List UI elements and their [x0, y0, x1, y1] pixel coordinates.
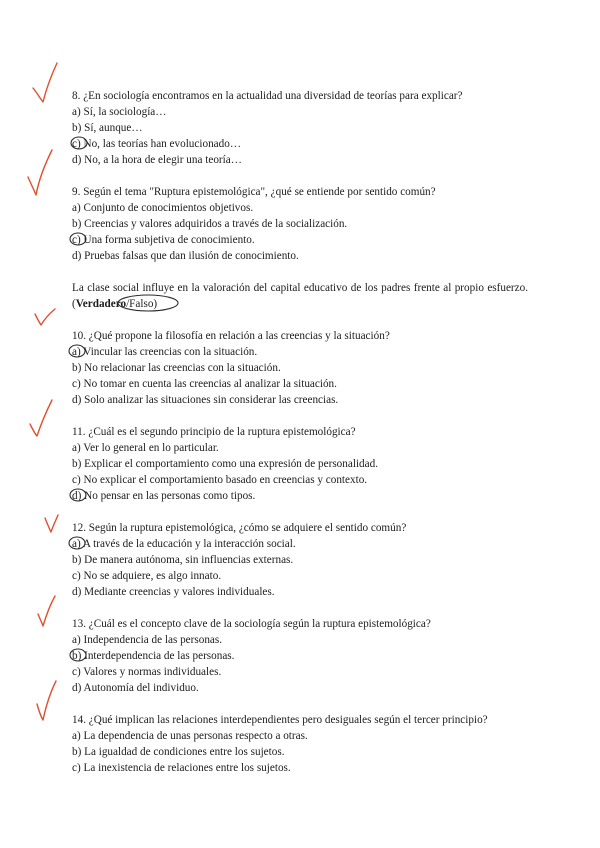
- option-c: c) No se adquiere, es algo innato.: [72, 570, 222, 582]
- option-d: d) No pensar en las personas como tipos.: [72, 490, 256, 502]
- question-text: 9. Según el tema "Ruptura epistemológica", ¿qué se entiende por sentido común?: [72, 186, 436, 198]
- option-a: a) Independencia de las personas.: [72, 634, 223, 646]
- question-14: [72, 712, 528, 776]
- option-d: d) No, a la hora de elegir una teoría…: [72, 154, 242, 166]
- option-c: c) No tomar en cuenta las creencias al analizar la situación.: [72, 378, 337, 390]
- option-b: b) Interdependencia de las personas.: [72, 650, 235, 662]
- option-d: d) Pruebas falsas que dan ilusión de conocimiento.: [72, 250, 299, 262]
- question-text: 8. ¿En sociología encontramos en la actualidad una diversidad de teorías para explicar?: [72, 90, 463, 102]
- option-a: a) Vincular las creencias con la situación.: [72, 346, 258, 358]
- option-c: c) Valores y normas individuales.: [72, 666, 222, 678]
- question-text: 10. ¿Qué propone la filosofía en relación a las creencias y la situación?: [72, 330, 390, 342]
- answer-rest: /Falso): [126, 298, 158, 310]
- option-a: a) La dependencia de unas personas respecto a otras.: [72, 730, 308, 742]
- option-d: d) Autonomía del individuo.: [72, 682, 199, 694]
- question-text: 12. Según la ruptura epistemológica, ¿cómo se adquiere el sentido común?: [72, 522, 407, 534]
- option-b: b) Sí, aunque…: [72, 122, 143, 134]
- option-c: c) No explicar el comportamiento basado en creencias y contexto.: [72, 474, 368, 486]
- paren-open: (: [72, 298, 76, 310]
- option-d: d) Mediante creencias y valores individuales.: [72, 586, 275, 598]
- option-a: a) Ver lo general en lo particular.: [72, 442, 219, 454]
- check-mark-icon: [38, 596, 55, 626]
- option-b: b) De manera autónoma, sin influencias externas.: [72, 554, 294, 566]
- option-b: b) Explicar el comportamiento como una expresión de personalidad.: [72, 458, 379, 470]
- question-text: 11. ¿Cuál es el segundo principio de la ruptura epistemológica?: [72, 426, 356, 438]
- question-text: 14. ¿Qué implican las relaciones interdependientes pero desiguales según el tercer principio?: [72, 714, 488, 726]
- answer-verdadero: Verdadero: [75, 298, 127, 310]
- option-c: c) La inexistencia de relaciones entre los sujetos.: [72, 762, 291, 774]
- question-9: [72, 184, 528, 264]
- question-11: [72, 424, 528, 504]
- option-a: a) Conjunto de conocimientos objetivos.: [72, 202, 254, 214]
- statement-text: La clase social influye en la valoración del capital educativo de los padres frente al propio esfuerzo.: [72, 282, 528, 294]
- question-10: [72, 328, 528, 408]
- check-mark-icon: [45, 515, 58, 532]
- check-mark-icon: [33, 63, 57, 102]
- option-c: c) No, las teorías han evolucionado…: [72, 138, 242, 150]
- option-b: b) La igualdad de condiciones entre los sujetos.: [72, 746, 285, 758]
- question-13: [72, 616, 528, 696]
- question-text: 13. ¿Cuál es el concepto clave de la sociología según la ruptura epistemológica?: [72, 618, 431, 630]
- option-b: b) Creencias y valores adquiridos a través de la socialización.: [72, 218, 348, 230]
- check-mark-icon: [28, 150, 52, 195]
- option-d: d) Solo analizar las situaciones sin considerar las creencias.: [72, 394, 339, 406]
- option-a: a) Sí, la sociología…: [72, 106, 167, 118]
- check-mark-icon: [35, 309, 55, 325]
- question-8: [72, 88, 528, 168]
- option-a: a) A través de la educación y la interacción social.: [72, 538, 296, 550]
- true-false-statement: [72, 280, 528, 312]
- option-c: c) Una forma subjetiva de conocimiento.: [72, 234, 255, 246]
- check-mark-icon: [30, 400, 52, 436]
- check-mark-icon: [37, 681, 56, 720]
- option-b: b) No relacionar las creencias con la situación.: [72, 362, 281, 374]
- question-12: [72, 520, 528, 600]
